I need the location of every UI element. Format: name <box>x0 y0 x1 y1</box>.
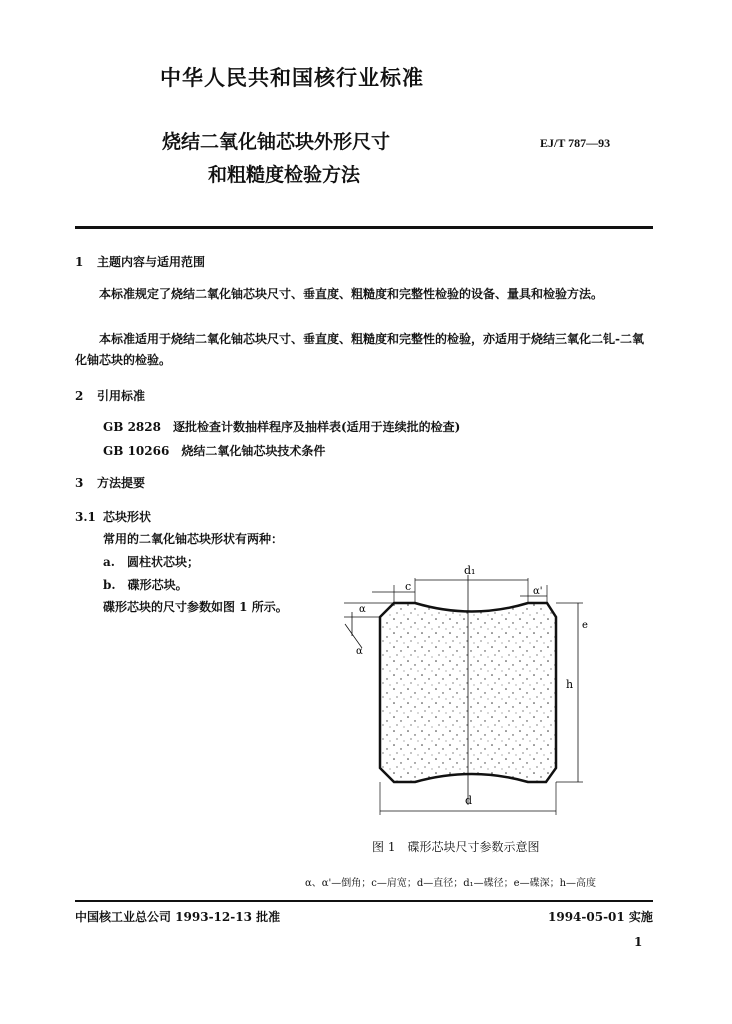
list-item-b: b. 碟形芯块。 <box>103 578 188 592</box>
footer-divider <box>75 900 653 902</box>
label-c: c <box>405 580 412 593</box>
section-number: 3.1 <box>75 510 96 524</box>
document-title-line1: 烧结二氧化铀芯块外形尺寸 <box>162 131 391 153</box>
reference-item <box>103 418 460 435</box>
reference-title: 烧结二氧化铀芯块技术条件 <box>181 444 326 458</box>
page-number: 1 <box>634 935 643 949</box>
label-e: e <box>582 620 588 631</box>
section-3-heading <box>75 474 145 491</box>
reference-code: GB 10266 <box>103 444 170 458</box>
label-alpha: α <box>359 604 366 615</box>
section-number: 3 <box>75 476 84 490</box>
reference-code: GB 2828 <box>103 420 161 434</box>
reference-title: 逐批检查计数抽样程序及抽样表(适用于连续批的检查) <box>172 420 461 434</box>
list-item-a: a. 圆柱状芯块； <box>103 555 199 569</box>
section-2-heading <box>75 387 145 404</box>
label-alpha-prime: α' <box>533 586 543 597</box>
section-3-1-heading <box>75 508 151 525</box>
section-title: 芯块形状 <box>103 510 152 524</box>
section-number: 2 <box>75 389 84 403</box>
text-line: 碟形芯块的尺寸参数如图 1 所示。 <box>103 600 288 614</box>
standard-code: EJ/T 787—93 <box>540 136 611 150</box>
section-title: 方法提要 <box>97 476 146 490</box>
text-line: 常用的二氧化铀芯块形状有两种： <box>103 532 284 546</box>
figure-caption: 图 1 碟形芯块尺寸参数示意图 <box>372 840 540 854</box>
section-1-paragraph-2: 本标准适用于烧结二氧化铀芯块尺寸、垂直度、粗糙度和完整性的检验，亦适用于烧结三氧化二钆-二氧化铀芯块的检验。 <box>75 332 644 367</box>
section-title: 引用标准 <box>97 389 146 403</box>
section-1-paragraph-1: 本标准规定了烧结二氧化铀芯块尺寸、垂直度、粗糙度和完整性检验的设备、量具和检验方法。 <box>75 287 604 301</box>
section-number: 1 <box>75 255 84 269</box>
document-title-line2: 和粗糙度检验方法 <box>208 164 361 186</box>
label-d: d <box>465 794 473 807</box>
label-d1: d₁ <box>464 564 476 577</box>
section-1-heading <box>75 253 205 270</box>
header-divider <box>75 226 653 229</box>
label-h: h <box>566 678 574 691</box>
label-alpha-lower: α <box>356 646 363 657</box>
section-title: 主题内容与适用范围 <box>97 255 206 269</box>
approval-info: 中国核工业总公司 1993-12-13 批准 <box>75 910 281 924</box>
effective-date: 1994-05-01 实施 <box>548 910 653 924</box>
standard-category-title: 中华人民共和国核行业标准 <box>160 65 424 90</box>
figure-legend: α、α'—倒角；c—肩宽；d—直径；d₁—碟径；e—碟深；h—高度 <box>305 878 597 889</box>
reference-item <box>103 442 325 459</box>
dish-pellet-diagram <box>330 560 620 830</box>
